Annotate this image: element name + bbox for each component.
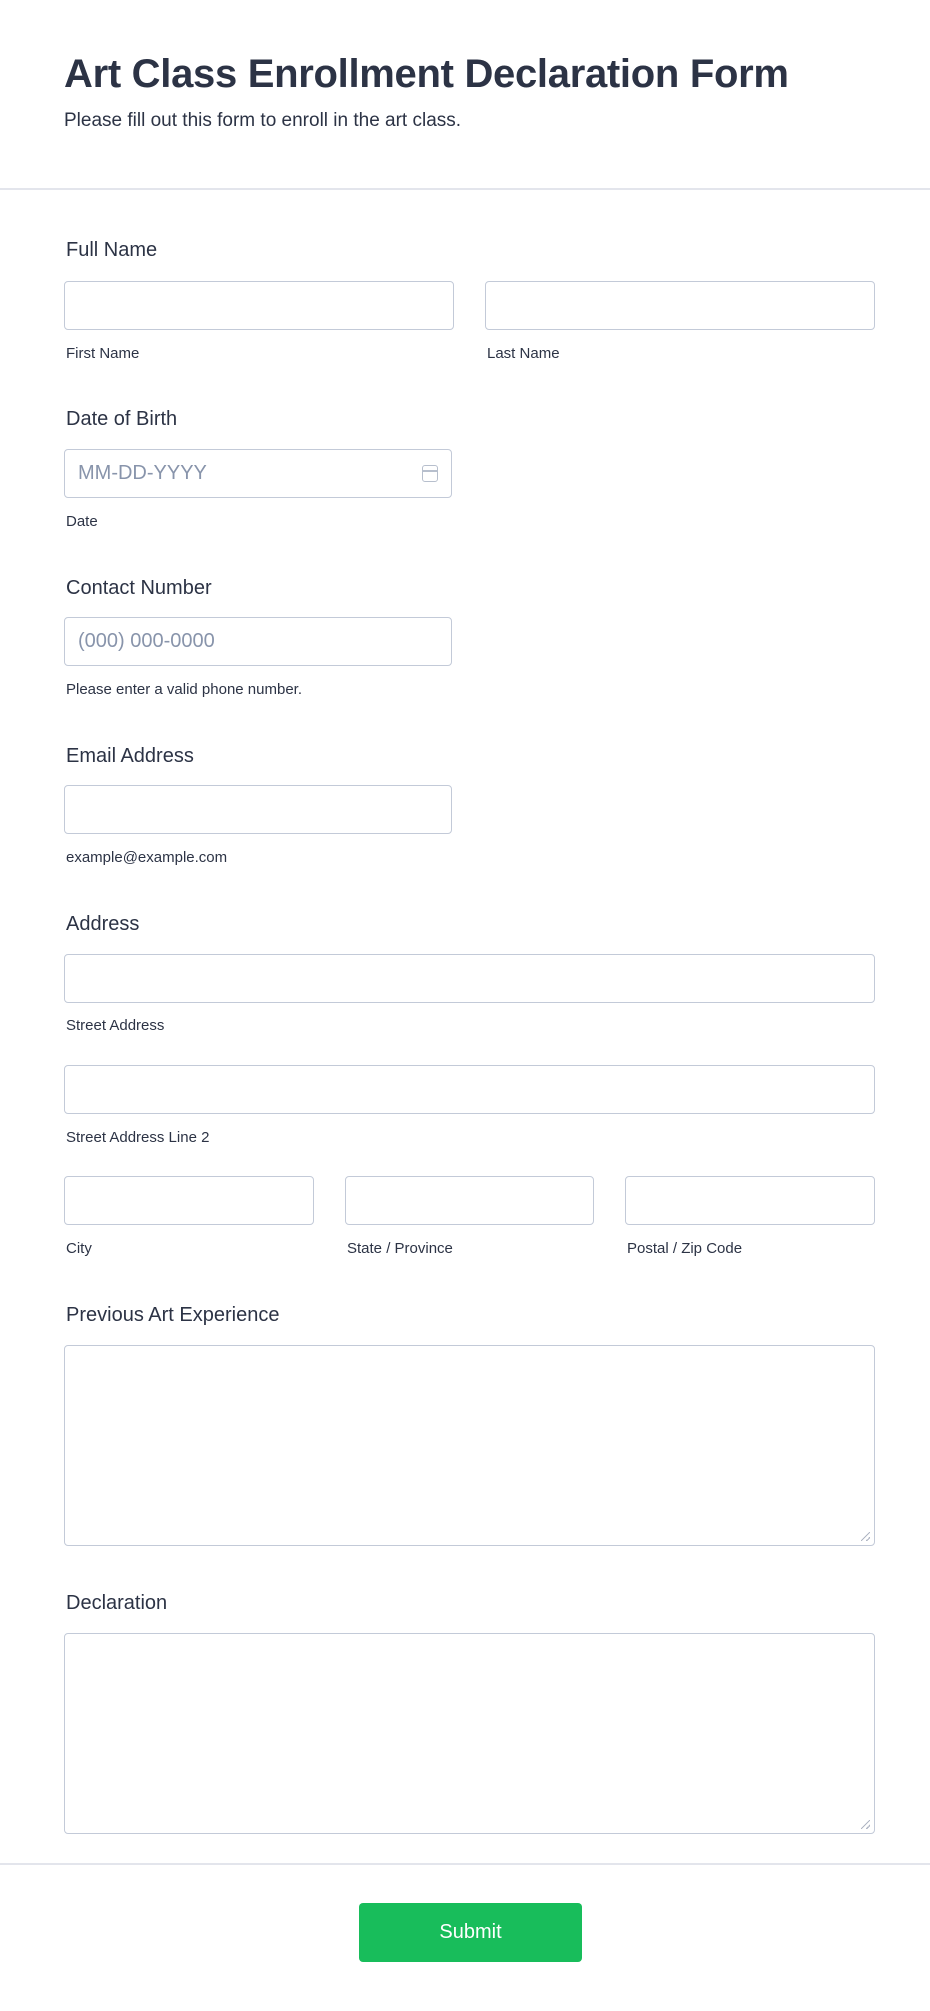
email-label: Email Address bbox=[66, 745, 194, 767]
declaration-label: Declaration bbox=[66, 1592, 168, 1614]
header-divider bbox=[0, 188, 930, 190]
experience-label: Previous Art Experience bbox=[66, 1304, 280, 1326]
resize-handle-icon[interactable] bbox=[861, 1532, 870, 1541]
zip-sublabel: Postal / Zip Code bbox=[627, 1240, 743, 1257]
city-input[interactable] bbox=[64, 1176, 314, 1225]
experience-textarea[interactable] bbox=[64, 1345, 875, 1546]
zip-input[interactable] bbox=[625, 1176, 875, 1225]
street-address-line2-input[interactable] bbox=[64, 1065, 875, 1114]
phone-sublabel: Please enter a valid phone number. bbox=[66, 681, 302, 698]
form-title: Art Class Enrollment Declaration Form bbox=[64, 52, 789, 96]
address-label: Address bbox=[66, 913, 140, 935]
email-input[interactable] bbox=[64, 785, 452, 834]
form-subtitle: Please fill out this form to enroll in the art class. bbox=[64, 110, 462, 131]
contact-label: Contact Number bbox=[66, 577, 212, 599]
footer-divider bbox=[0, 1863, 930, 1865]
calendar-icon[interactable] bbox=[422, 465, 438, 482]
first-name-sublabel: First Name bbox=[66, 345, 140, 362]
city-sublabel: City bbox=[66, 1240, 92, 1257]
full-name-label: Full Name bbox=[66, 239, 158, 261]
dob-placeholder: MM-DD-YYYY bbox=[78, 462, 207, 484]
email-sublabel: example@example.com bbox=[66, 849, 228, 866]
first-name-input[interactable] bbox=[64, 281, 454, 330]
phone-input[interactable] bbox=[64, 617, 452, 666]
last-name-input[interactable] bbox=[485, 281, 875, 330]
dob-input[interactable] bbox=[64, 449, 452, 498]
street-address-line2-sublabel: Street Address Line 2 bbox=[66, 1129, 210, 1146]
last-name-sublabel: Last Name bbox=[487, 345, 560, 362]
resize-handle-icon[interactable] bbox=[861, 1820, 870, 1829]
street-address-sublabel: Street Address bbox=[66, 1017, 165, 1034]
state-sublabel: State / Province bbox=[347, 1240, 453, 1257]
street-address-input[interactable] bbox=[64, 954, 875, 1003]
dob-label: Date of Birth bbox=[66, 408, 178, 430]
submit-button[interactable]: Submit bbox=[359, 1903, 582, 1962]
state-input[interactable] bbox=[345, 1176, 594, 1225]
dob-sublabel: Date bbox=[66, 513, 98, 530]
declaration-textarea[interactable] bbox=[64, 1633, 875, 1834]
phone-placeholder: (000) 000-0000 bbox=[78, 630, 215, 652]
